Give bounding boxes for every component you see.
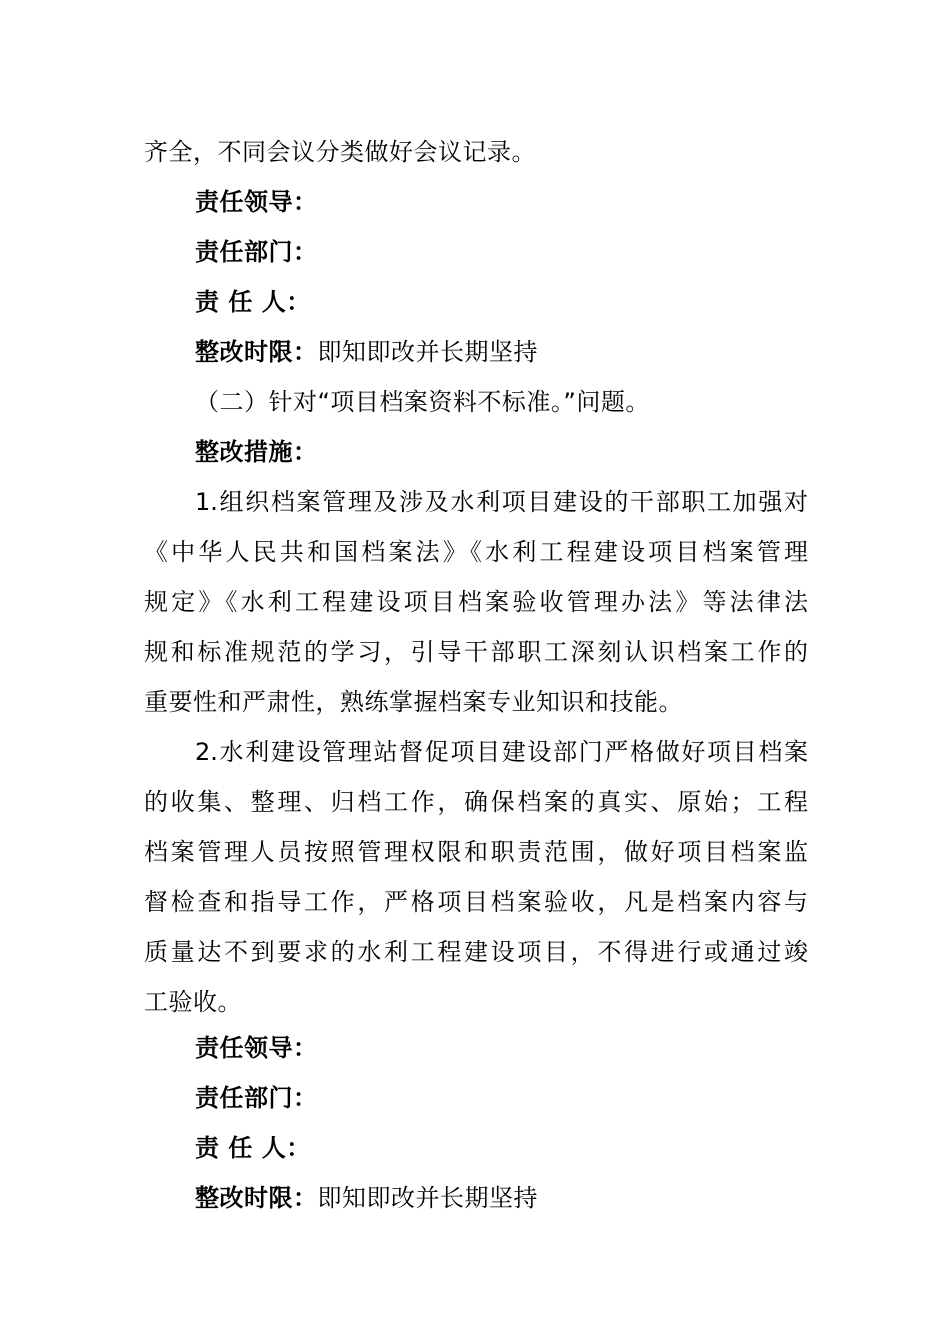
measure-1-line: 重要性和严肃性，熟练掌握档案专业知识和技能。 [144, 688, 683, 716]
responsible-person-label: 责 任 人： [195, 288, 311, 316]
measure-1-line: 规和标准规范的学习，引导干部职工深刻认识档案工作的 [144, 638, 808, 666]
section-heading: （二）针对“项目档案资料不标准。”问题。 [195, 388, 650, 416]
responsible-person-label: 责 任 人： [195, 1134, 311, 1162]
measure-1-line: 1.组织档案管理及涉及水利项目建设的干部职工加强对 [195, 488, 808, 516]
rectification-deadline-label: 整改时限： [195, 338, 318, 366]
rectification-deadline-value: 即知即改并长期坚持 [317, 1184, 538, 1212]
measure-2-line: 2.水利建设管理站督促项目建设部门严格做好项目档案 [195, 738, 808, 766]
measure-2-line: 质量达不到要求的水利工程建设项目，不得进行或通过竣 [144, 938, 808, 966]
responsible-leader-label: 责任领导： [195, 188, 318, 216]
rectification-deadline-label: 整改时限： [195, 1184, 318, 1212]
responsible-leader-label: 责任领导： [195, 1034, 318, 1062]
rectification-deadline-value: 即知即改并长期坚持 [317, 338, 538, 366]
rectification-deadline-row [195, 327, 808, 377]
measure-2-line: 的收集、整理、归档工作，确保档案的真实、原始；工程 [144, 788, 808, 816]
measure-1-line: 规定》《水利工程建设项目档案验收管理办法》等法律法 [144, 588, 808, 616]
rectification-deadline-row [195, 1173, 808, 1223]
responsible-department-label: 责任部门： [195, 238, 318, 266]
measure-2-line: 档案管理人员按照管理权限和职责范围，做好项目档案监 [144, 838, 808, 866]
measure-2-line: 督检查和指导工作，严格项目档案验收，凡是档案内容与 [144, 888, 808, 916]
rectification-measures-label: 整改措施： [195, 438, 318, 466]
measure-2-line: 工验收。 [144, 988, 242, 1016]
measure-1-line: 《中华人民共和国档案法》《水利工程建设项目档案管理 [144, 538, 808, 566]
responsible-department-label: 责任部门： [195, 1084, 318, 1112]
paragraph-continuation-line: 齐全，不同会议分类做好会议记录。 [144, 138, 536, 166]
